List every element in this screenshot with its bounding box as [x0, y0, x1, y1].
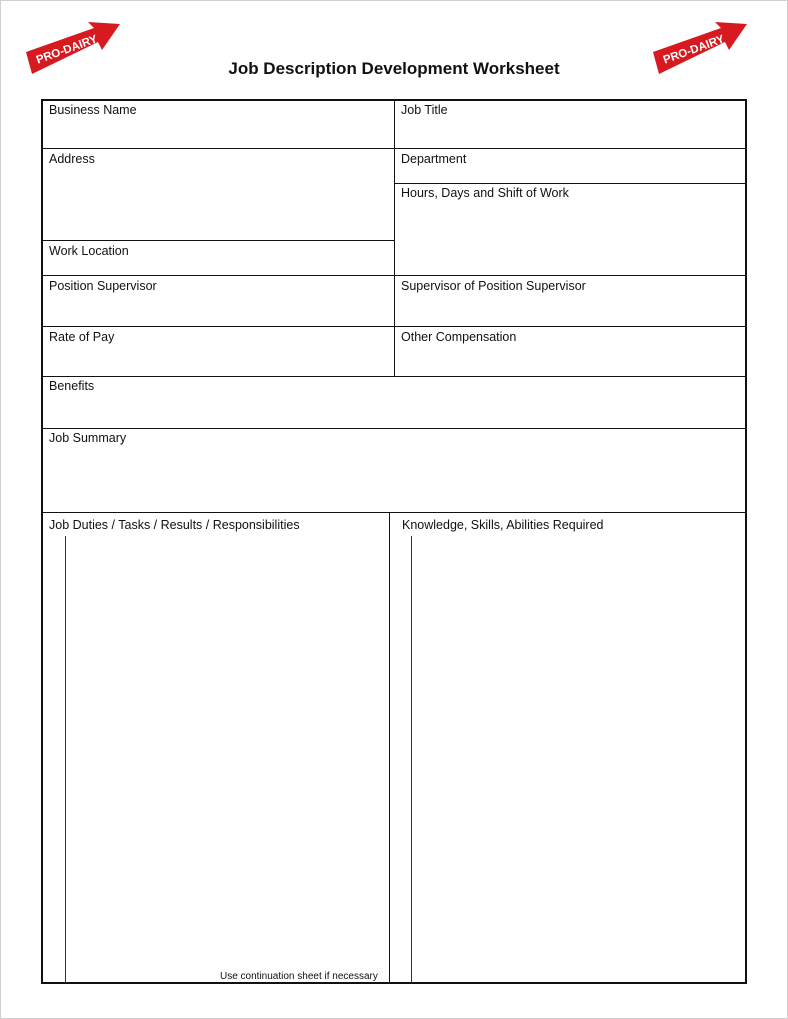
benefits-field[interactable] — [43, 377, 745, 428]
benefits-label: Benefits — [49, 379, 95, 393]
department-label: Department — [401, 152, 467, 166]
supervisor-of-supervisor-label: Supervisor of Position Supervisor — [401, 279, 586, 293]
rate-of-pay-label: Rate of Pay — [49, 330, 115, 344]
ksa-label: Knowledge, Skills, Abilities Required — [402, 518, 604, 532]
business-name-label: Business Name — [49, 103, 137, 117]
ksa-field[interactable] — [390, 513, 745, 982]
position-supervisor-label: Position Supervisor — [49, 279, 157, 293]
job-title-label: Job Title — [401, 103, 448, 117]
hours-label: Hours, Days and Shift of Work — [401, 186, 569, 200]
logo-text-right: PRO-DAIRY — [661, 33, 727, 67]
other-compensation-label: Other Compensation — [401, 330, 517, 344]
job-duties-field[interactable] — [43, 513, 389, 982]
worksheet-form — [41, 99, 747, 984]
page-title: Job Description Development Worksheet — [228, 59, 560, 78]
logo-text-left: PRO-DAIRY — [34, 33, 100, 67]
address-field[interactable] — [43, 149, 394, 240]
address-label: Address — [49, 152, 95, 166]
continuation-note: Use continuation sheet if necessary — [220, 971, 378, 982]
job-duties-label: Job Duties / Tasks / Results / Responsibilities — [49, 518, 300, 532]
work-location-label: Work Location — [49, 244, 129, 258]
job-summary-label: Job Summary — [49, 431, 127, 445]
job-summary-field[interactable] — [43, 429, 745, 512]
